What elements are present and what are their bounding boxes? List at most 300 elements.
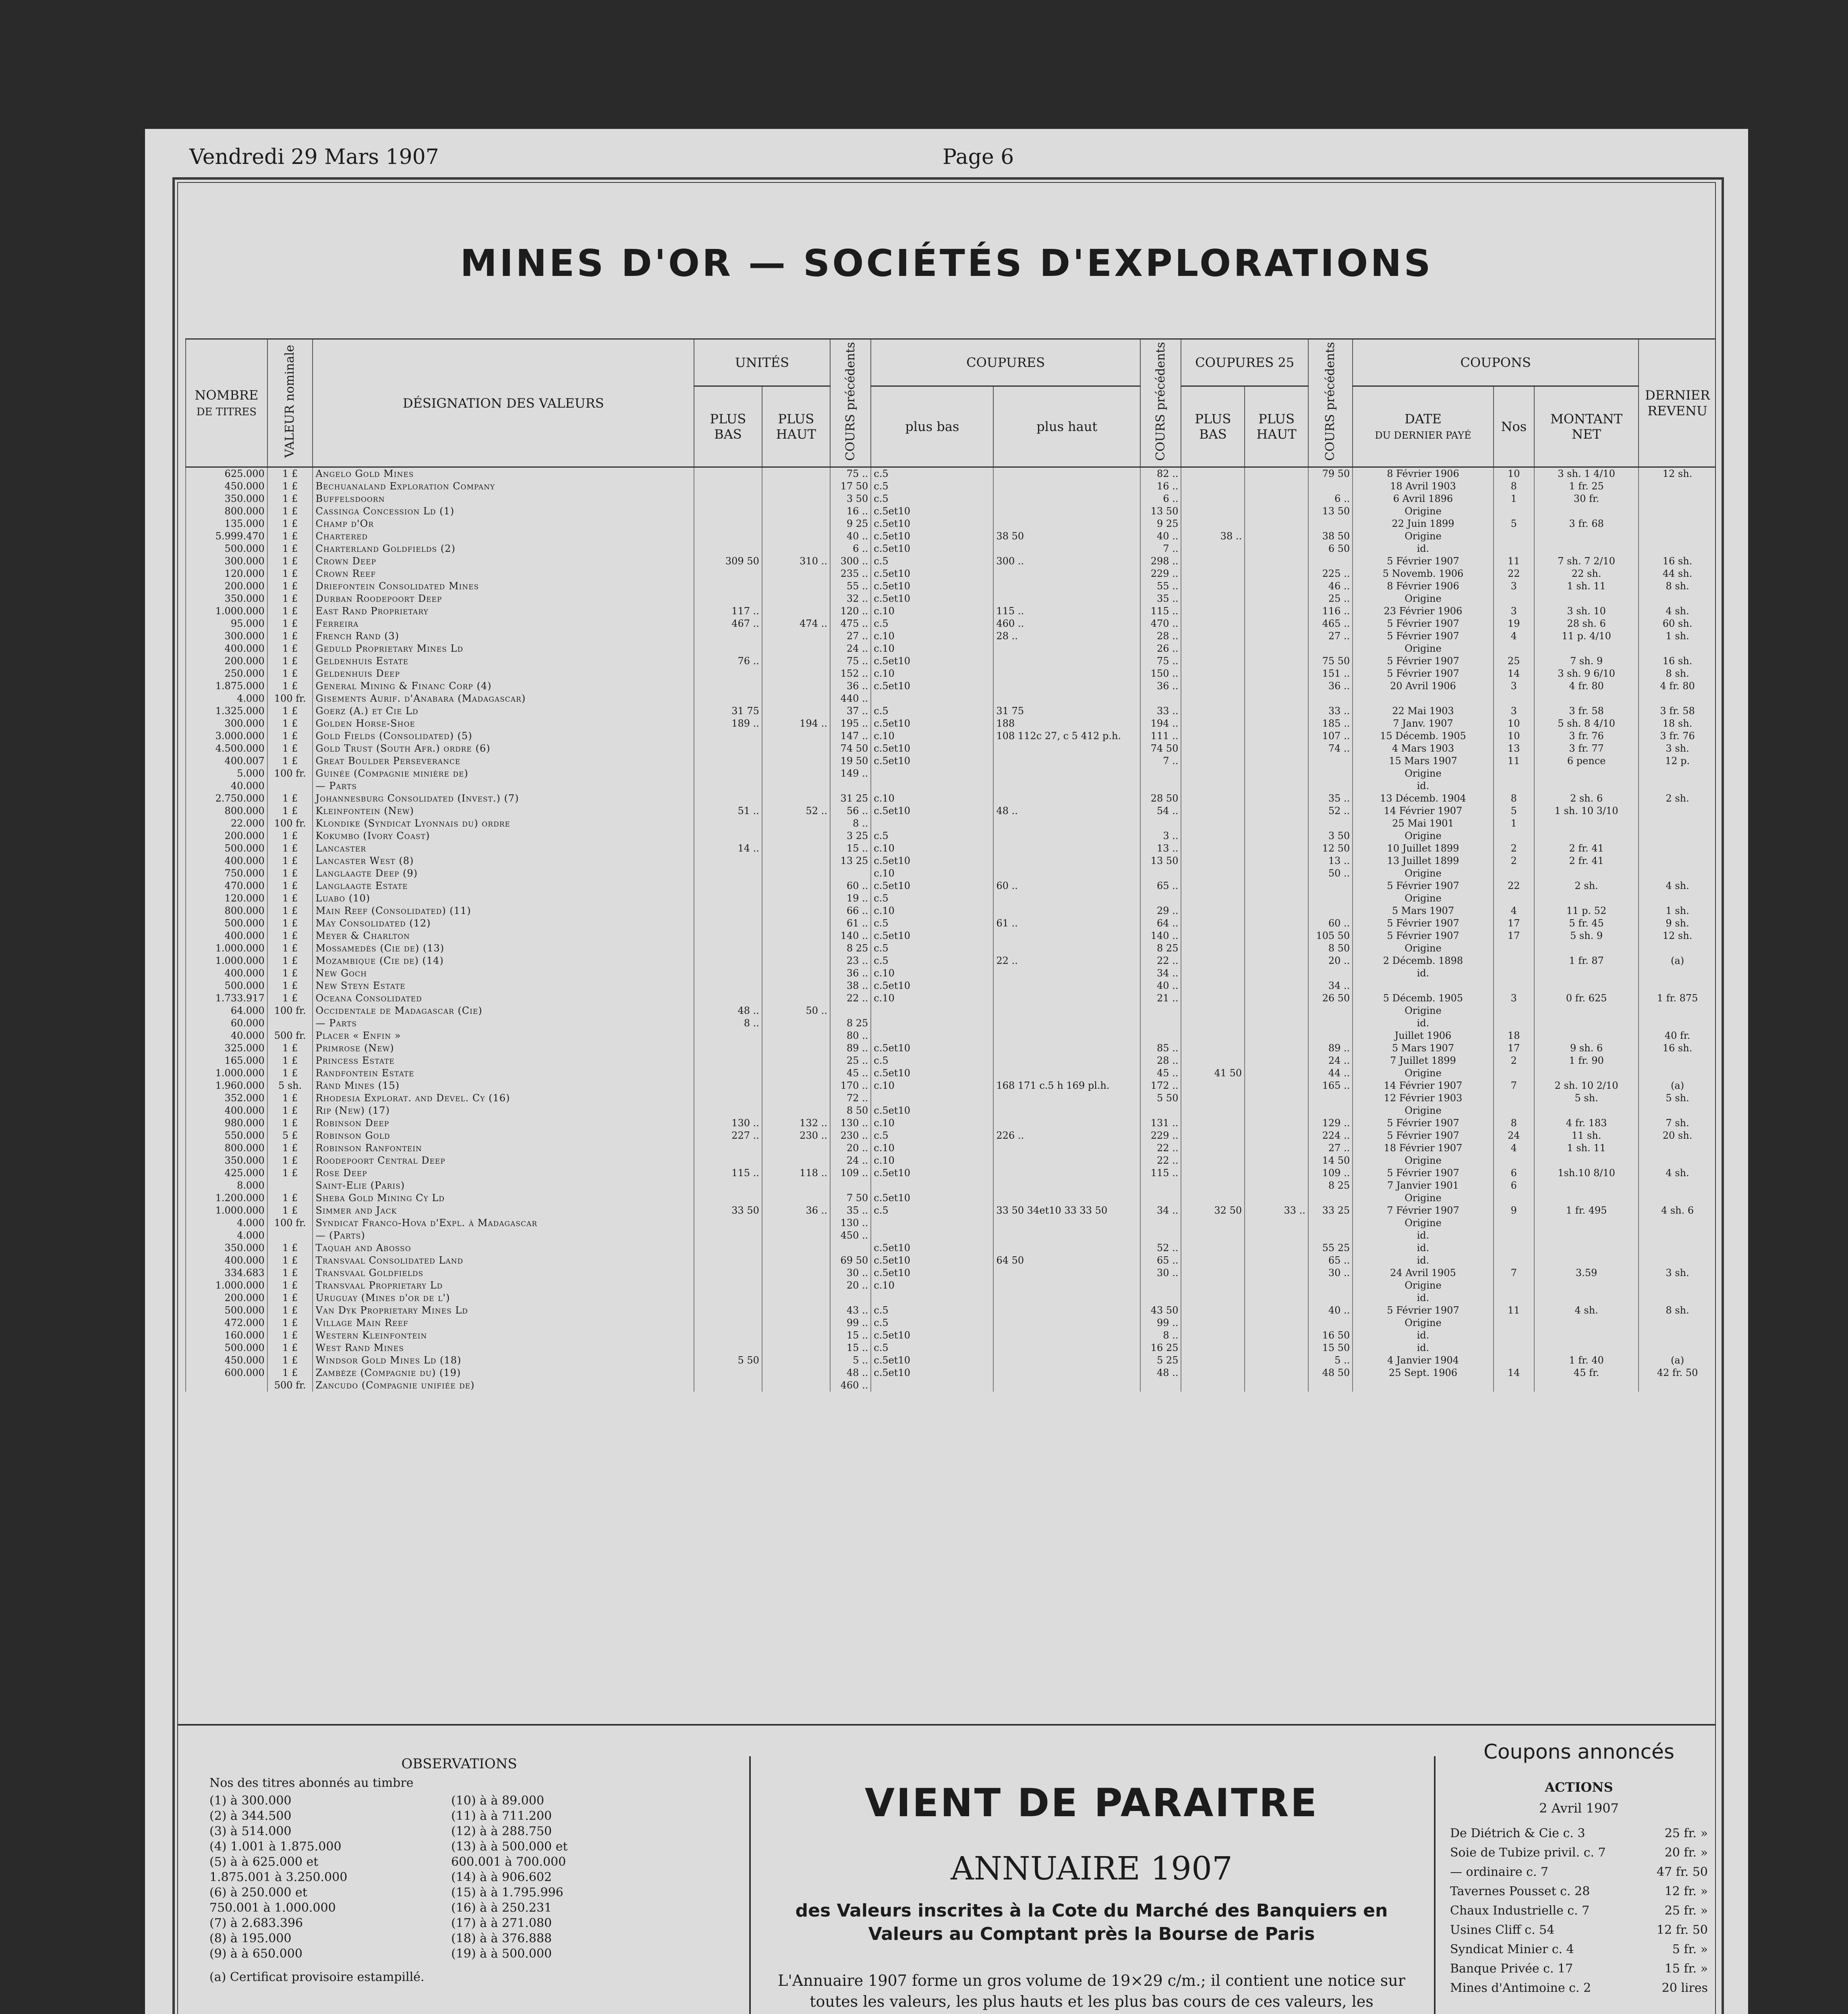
cell-cph: [993, 655, 1140, 667]
cell-mt: 28 sh. 6: [1534, 617, 1639, 630]
cell-date: 2 Décemb. 1898: [1353, 955, 1493, 967]
col-c25-haut: PLUS HAUT: [1245, 386, 1308, 467]
cell-uh: 50 ..: [762, 1005, 830, 1017]
cell-dr: 18 sh.: [1639, 717, 1716, 730]
cell-date: 14 Février 1907: [1353, 805, 1493, 817]
cell-cp: 5 ..: [830, 1354, 871, 1367]
cell-c25b: [1181, 730, 1245, 742]
col-unites-bas: PLUS BAS: [694, 386, 762, 467]
cell-ub: [694, 1292, 762, 1304]
cell-uh: 310 ..: [762, 555, 830, 568]
cell-mt: [1534, 1242, 1639, 1254]
cell-cp: 7 50: [830, 1192, 871, 1204]
cell-ub: 130 ..: [694, 1117, 762, 1129]
col-coupures: COUPURES: [871, 339, 1140, 386]
table-row: [186, 1104, 1716, 1117]
cell-n: 40.000: [186, 1030, 267, 1042]
cell-cp: 230 ..: [830, 1129, 871, 1142]
cell-cph: [993, 1279, 1140, 1292]
observation-entry: (16) à à 250.231: [451, 1901, 552, 1915]
table-row: [186, 580, 1716, 593]
cell-dr: [1639, 518, 1716, 530]
cell-cp: 20 ..: [830, 1279, 871, 1292]
cell-cp3: 75 50: [1308, 655, 1353, 667]
cell-ub: [694, 1042, 762, 1055]
cell-uh: [762, 1142, 830, 1154]
table-row: [186, 467, 1716, 481]
cell-cpb: c.5et10: [871, 580, 993, 593]
cell-cp: 30 ..: [830, 1267, 871, 1279]
newspaper-page: [145, 129, 1748, 2014]
coupon-name: Tavernes Pousset c. 28: [1450, 1884, 1590, 1898]
cell-cph: [993, 593, 1140, 605]
cell-ub: [694, 742, 762, 755]
cell-cph: [993, 1179, 1140, 1192]
cell-ub: [694, 1342, 762, 1354]
cell-cph: [993, 1379, 1140, 1392]
cell-c25h: [1245, 1167, 1308, 1179]
cell-cp: 8 25: [830, 1017, 871, 1030]
cell-ub: [694, 593, 762, 605]
cell-cp2: 29 ..: [1140, 905, 1181, 917]
cell-cpb: [871, 692, 993, 705]
cell-n: 5.000: [186, 767, 267, 780]
cell-mt: 4 sh.: [1534, 1304, 1639, 1317]
cell-cp3: 3 50: [1308, 830, 1353, 842]
cell-uh: [762, 680, 830, 692]
coupon-amount: 5 fr. »: [1672, 1942, 1708, 1956]
cell-cpb: c.10: [871, 1080, 993, 1092]
cell-dr: [1639, 1317, 1716, 1329]
cell-dr: 12 p.: [1639, 755, 1716, 767]
observations-block: [209, 1756, 709, 1985]
cell-date: 14 Février 1907: [1353, 1080, 1493, 1092]
cell-ub: [694, 1104, 762, 1117]
cell-d: Great Boulder Perseverance: [313, 755, 694, 767]
table-row: [186, 755, 1716, 767]
cell-cp3: 165 ..: [1308, 1080, 1353, 1092]
cell-cp3: [1308, 1192, 1353, 1204]
cell-cp3: 50 ..: [1308, 867, 1353, 880]
coupon-amount: 20 fr. »: [1664, 1846, 1708, 1860]
cell-n: 300.000: [186, 717, 267, 730]
cell-cph: [993, 480, 1140, 493]
cell-cp3: 12 50: [1308, 842, 1353, 855]
cell-uh: [762, 705, 830, 717]
cell-ub: [694, 642, 762, 655]
cell-cpb: [871, 1379, 993, 1392]
cell-dr: [1639, 1005, 1716, 1017]
cell-cp: 130 ..: [830, 1117, 871, 1129]
cell-cpb: c.10: [871, 1154, 993, 1167]
cell-v: 1 £: [267, 717, 313, 730]
cell-cp: 56 ..: [830, 805, 871, 817]
cell-d: Zambèze (Compagnie du) (19): [313, 1367, 694, 1379]
cell-dr: [1639, 530, 1716, 543]
cell-uh: [762, 568, 830, 580]
cell-ub: 76 ..: [694, 655, 762, 667]
cell-ub: [694, 930, 762, 942]
cell-n: 350.000: [186, 1154, 267, 1167]
cell-no: 2: [1494, 842, 1534, 855]
cell-c25b: [1181, 1192, 1245, 1204]
cell-d: Uruguay (Mines d'or de l'): [313, 1292, 694, 1304]
table-row: [186, 830, 1716, 842]
cell-v: 100 fr.: [267, 692, 313, 705]
cell-mt: 1 sh. 11: [1534, 580, 1639, 593]
cell-dr: [1639, 1229, 1716, 1242]
cell-cp: 32 ..: [830, 593, 871, 605]
cell-uh: [762, 855, 830, 867]
cell-cpb: c.5: [871, 955, 993, 967]
observation-entry: (7) à 2.683.396: [209, 1916, 303, 1930]
cell-cp2: 45 ..: [1140, 1067, 1181, 1080]
cell-cpb: [871, 1017, 993, 1030]
cell-cp3: 79 50: [1308, 467, 1353, 481]
cell-cph: 300 ..: [993, 555, 1140, 568]
cell-c25h: [1245, 1092, 1308, 1104]
cell-cp2: 48 ..: [1140, 1367, 1181, 1379]
cell-date: 5 Décemb. 1905: [1353, 992, 1493, 1005]
cell-cp3: 44 ..: [1308, 1067, 1353, 1080]
cell-cpb: c.5: [871, 555, 993, 568]
table-row: [186, 1005, 1716, 1017]
cell-d: Meyer & Charlton: [313, 930, 694, 942]
cell-dr: 3 fr. 58: [1639, 705, 1716, 717]
cell-cpb: c.5et10: [871, 980, 993, 992]
cell-c25b: [1181, 1254, 1245, 1267]
cell-no: 19: [1494, 617, 1534, 630]
cell-no: 11: [1494, 755, 1534, 767]
cell-cp3: 20 ..: [1308, 955, 1353, 967]
table-row: [186, 1279, 1716, 1292]
cell-cp2: 99 ..: [1140, 1317, 1181, 1329]
cell-cp: 25 ..: [830, 1055, 871, 1067]
ad-subtitle: des Valeurs inscrites à la Cote du Marché des Banquiers en Valeurs au Comptant près la Bourse de Paris: [795, 1900, 1388, 1944]
cell-cp: 8 25: [830, 942, 871, 955]
cell-no: [1494, 1229, 1534, 1242]
cell-c25h: [1245, 630, 1308, 642]
cell-dr: [1639, 493, 1716, 505]
cell-uh: [762, 1242, 830, 1254]
col-cours-prec2: COURS précédents: [1140, 339, 1181, 467]
coupon-amount: 20 lires: [1662, 1981, 1708, 1995]
table-row: [186, 917, 1716, 930]
cell-n: 200.000: [186, 655, 267, 667]
cell-d: Champ d'Or: [313, 518, 694, 530]
observation-entry: (10) à à 89.000: [451, 1794, 544, 1808]
cell-date: 8 Février 1906: [1353, 467, 1493, 481]
cell-cp3: 8 25: [1308, 1179, 1353, 1192]
coupon-item: [1450, 1824, 1708, 1843]
cell-cp: 147 ..: [830, 730, 871, 742]
cell-cph: [993, 493, 1140, 505]
cell-cp3: [1308, 1229, 1353, 1242]
cell-d: Robinson Ranfontein: [313, 1142, 694, 1154]
cell-c25b: [1181, 1017, 1245, 1030]
cell-ub: [694, 992, 762, 1005]
cell-c25h: [1245, 1042, 1308, 1055]
cell-no: [1494, 543, 1534, 555]
cell-date: Origine: [1353, 1067, 1493, 1080]
cell-uh: [762, 605, 830, 617]
cell-cp3: [1308, 1017, 1353, 1030]
cell-cp2: [1140, 1229, 1181, 1242]
cell-mt: 5 sh.: [1534, 1092, 1639, 1104]
cell-cpb: c.5et10: [871, 1192, 993, 1204]
cell-date: id.: [1353, 543, 1493, 555]
cell-d: Rip (New) (17): [313, 1104, 694, 1117]
cell-cpb: [871, 1217, 993, 1229]
cell-n: 4.000: [186, 692, 267, 705]
cell-cph: [993, 780, 1140, 792]
cell-v: 1 £: [267, 1329, 313, 1342]
table-row: [186, 1067, 1716, 1080]
cell-cp: 19 ..: [830, 892, 871, 905]
cell-ub: [694, 1254, 762, 1267]
cell-uh: [762, 1192, 830, 1204]
col-dernier: DERNIER REVENU: [1639, 339, 1716, 467]
cell-cph: [993, 905, 1140, 917]
cell-cp3: [1308, 1005, 1353, 1017]
cell-no: [1494, 1217, 1534, 1229]
table-row: [186, 930, 1716, 942]
cell-n: 980.000: [186, 1117, 267, 1129]
cell-no: [1494, 1292, 1534, 1304]
coupons-section: ACTIONS: [1545, 1780, 1613, 1795]
cell-cpb: [871, 817, 993, 830]
cell-date: Origine: [1353, 830, 1493, 842]
cell-c25b: 41 50: [1181, 1067, 1245, 1080]
cell-mt: [1534, 1192, 1639, 1204]
cell-ub: [694, 1317, 762, 1329]
cell-cp2: [1140, 1279, 1181, 1292]
cell-mt: 2 fr. 41: [1534, 842, 1639, 855]
cell-no: [1494, 955, 1534, 967]
cell-cp: 109 ..: [830, 1167, 871, 1179]
cell-cp3: [1308, 692, 1353, 705]
table-row: [186, 555, 1716, 568]
cell-cp: 152 ..: [830, 667, 871, 680]
observation-entry: 600.001 à 700.000: [451, 1855, 566, 1869]
cell-cp3: 36 ..: [1308, 680, 1353, 692]
cell-date: Origine: [1353, 642, 1493, 655]
cell-mt: [1534, 543, 1639, 555]
cell-c25h: [1245, 942, 1308, 955]
cell-c25b: [1181, 980, 1245, 992]
cell-cp2: 194 ..: [1140, 717, 1181, 730]
mines-table: [185, 338, 1716, 1392]
cell-no: [1494, 980, 1534, 992]
observations-left-list: [209, 1793, 435, 1962]
cell-cp3: 40 ..: [1308, 1304, 1353, 1317]
cell-cp3: 225 ..: [1308, 568, 1353, 580]
cell-c25b: [1181, 1279, 1245, 1292]
cell-mt: 9 sh. 6: [1534, 1042, 1639, 1055]
cell-c25b: [1181, 1005, 1245, 1017]
cell-dr: 3 sh.: [1639, 1267, 1716, 1279]
cell-cp: 60 ..: [830, 880, 871, 892]
cell-c25b: [1181, 555, 1245, 568]
cell-d: Geduld Proprietary Mines Ld: [313, 642, 694, 655]
cell-no: 3: [1494, 605, 1534, 617]
cell-no: 11: [1494, 1304, 1534, 1317]
cell-cp3: 33 ..: [1308, 705, 1353, 717]
table-row: [186, 692, 1716, 705]
cell-c25h: [1245, 1030, 1308, 1042]
cell-no: 8: [1494, 1117, 1534, 1129]
cell-date: 13 Juillet 1899: [1353, 855, 1493, 867]
cell-mt: [1534, 1217, 1639, 1229]
cell-cp3: 46 ..: [1308, 580, 1353, 593]
coupon-item: [1450, 1882, 1708, 1901]
table-row: [186, 1379, 1716, 1392]
cell-c25h: [1245, 780, 1308, 792]
cell-cp3: [1308, 1092, 1353, 1104]
cell-cp2: 115 ..: [1140, 1167, 1181, 1179]
cell-no: 11: [1494, 555, 1534, 568]
cell-no: 4: [1494, 630, 1534, 642]
cell-cp2: 34 ..: [1140, 967, 1181, 980]
cell-c25b: [1181, 1030, 1245, 1042]
observation-entry: (15) à à 1.795.996: [451, 1886, 564, 1900]
cell-cp: 27 ..: [830, 630, 871, 642]
cell-c25b: [1181, 767, 1245, 780]
cell-cph: [993, 1017, 1140, 1030]
cell-no: 14: [1494, 1367, 1534, 1379]
cell-cph: [993, 930, 1140, 942]
col-no: Nos: [1494, 386, 1534, 467]
table-row: [186, 1304, 1716, 1317]
cell-date: Origine: [1353, 892, 1493, 905]
cell-cp2: [1140, 1217, 1181, 1229]
cell-c25b: [1181, 505, 1245, 518]
observation-entry: 1.875.001 à 3.250.000: [209, 1870, 348, 1884]
cell-c25b: [1181, 1042, 1245, 1055]
cell-cph: 31 75: [993, 705, 1140, 717]
cell-n: 200.000: [186, 830, 267, 842]
cell-ub: [694, 1229, 762, 1242]
cell-c25b: [1181, 1092, 1245, 1104]
cell-cp3: 24 ..: [1308, 1055, 1353, 1067]
cell-dr: 4 sh.: [1639, 880, 1716, 892]
cell-no: [1494, 1192, 1534, 1204]
cell-uh: [762, 830, 830, 842]
col-cours-prec: COURS précédents: [830, 339, 871, 467]
cell-c25b: [1181, 892, 1245, 905]
cell-cp3: 16 50: [1308, 1329, 1353, 1342]
cell-cpb: c.5et10: [871, 1104, 993, 1117]
cell-cph: [993, 1042, 1140, 1055]
cell-cp: 3 50: [830, 493, 871, 505]
cell-uh: [762, 655, 830, 667]
cell-date: id.: [1353, 1017, 1493, 1030]
cell-v: 1 £: [267, 1067, 313, 1080]
cell-c25h: [1245, 1129, 1308, 1142]
cell-ub: [694, 1067, 762, 1080]
cell-n: 800.000: [186, 805, 267, 817]
cell-c25h: [1245, 930, 1308, 942]
cell-n: 350.000: [186, 1242, 267, 1254]
cell-c25h: [1245, 992, 1308, 1005]
cell-ub: [694, 543, 762, 555]
coupon-name: Usines Cliff c. 54: [1450, 1923, 1555, 1937]
cell-date: 25 Sept. 1906: [1353, 1367, 1493, 1379]
coupon-amount: 25 fr. »: [1664, 1904, 1708, 1918]
cell-dr: [1639, 1067, 1716, 1080]
cell-cp: 61 ..: [830, 917, 871, 930]
cell-date: 22 Juin 1899: [1353, 518, 1493, 530]
cell-uh: [762, 1104, 830, 1117]
cell-c25b: [1181, 1317, 1245, 1329]
cell-c25b: [1181, 930, 1245, 942]
cell-cp: 48 ..: [830, 1367, 871, 1379]
cell-cph: [993, 1304, 1140, 1317]
cell-date: 25 Mai 1901: [1353, 817, 1493, 830]
cell-n: 1.875.000: [186, 680, 267, 692]
table-row: [186, 1142, 1716, 1154]
cell-dr: [1639, 842, 1716, 855]
cell-ub: 189 ..: [694, 717, 762, 730]
cell-date: 5 Février 1907: [1353, 630, 1493, 642]
cell-no: 1: [1494, 817, 1534, 830]
cell-date: id.: [1353, 1342, 1493, 1354]
cell-c25b: [1181, 1104, 1245, 1117]
cell-dr: [1639, 855, 1716, 867]
table-row: [186, 642, 1716, 655]
ad-headline: VIENT DE PARAITRE: [864, 1780, 1319, 1825]
cell-cp2: 40 ..: [1140, 980, 1181, 992]
cell-n: 425.000: [186, 1167, 267, 1179]
cell-ub: [694, 942, 762, 955]
cell-c25h: [1245, 1329, 1308, 1342]
cell-d: Goerz (A.) et Cie Ld: [313, 705, 694, 717]
cell-c25b: [1181, 742, 1245, 755]
cell-date: Origine: [1353, 767, 1493, 780]
cell-d: Mozambique (Cie de) (14): [313, 955, 694, 967]
cell-d: Van Dyk Proprietary Mines Ld: [313, 1304, 694, 1317]
cell-no: 4: [1494, 905, 1534, 917]
cell-c25b: [1181, 655, 1245, 667]
cell-cph: [993, 855, 1140, 867]
cell-c25b: [1181, 1055, 1245, 1067]
cell-mt: [1534, 1379, 1639, 1392]
cell-cph: [993, 1242, 1140, 1254]
cell-ub: [694, 730, 762, 742]
cell-uh: [762, 792, 830, 805]
cell-uh: [762, 1229, 830, 1242]
cell-cp2: 229 ..: [1140, 1129, 1181, 1142]
cell-cp2: 35 ..: [1140, 593, 1181, 605]
cell-c25h: [1245, 767, 1308, 780]
cell-n: 1.000.000: [186, 955, 267, 967]
cell-cpb: c.10: [871, 967, 993, 980]
cell-date: id.: [1353, 1229, 1493, 1242]
col-nombre: NOMBRE DE TITRES: [186, 339, 267, 467]
cell-ub: [694, 980, 762, 992]
cell-no: 5: [1494, 805, 1534, 817]
cell-n: 2.750.000: [186, 792, 267, 805]
cell-c25h: [1245, 505, 1308, 518]
cell-ub: 115 ..: [694, 1167, 762, 1179]
table-row: [186, 1254, 1716, 1267]
cell-date: Origine: [1353, 505, 1493, 518]
cell-cpb: c.10: [871, 867, 993, 880]
cell-date: 7 Janvier 1901: [1353, 1179, 1493, 1192]
cell-cp2: 7 ..: [1140, 543, 1181, 555]
cell-c25h: [1245, 543, 1308, 555]
cell-d: Windsor Gold Mines Ld (18): [313, 1354, 694, 1367]
